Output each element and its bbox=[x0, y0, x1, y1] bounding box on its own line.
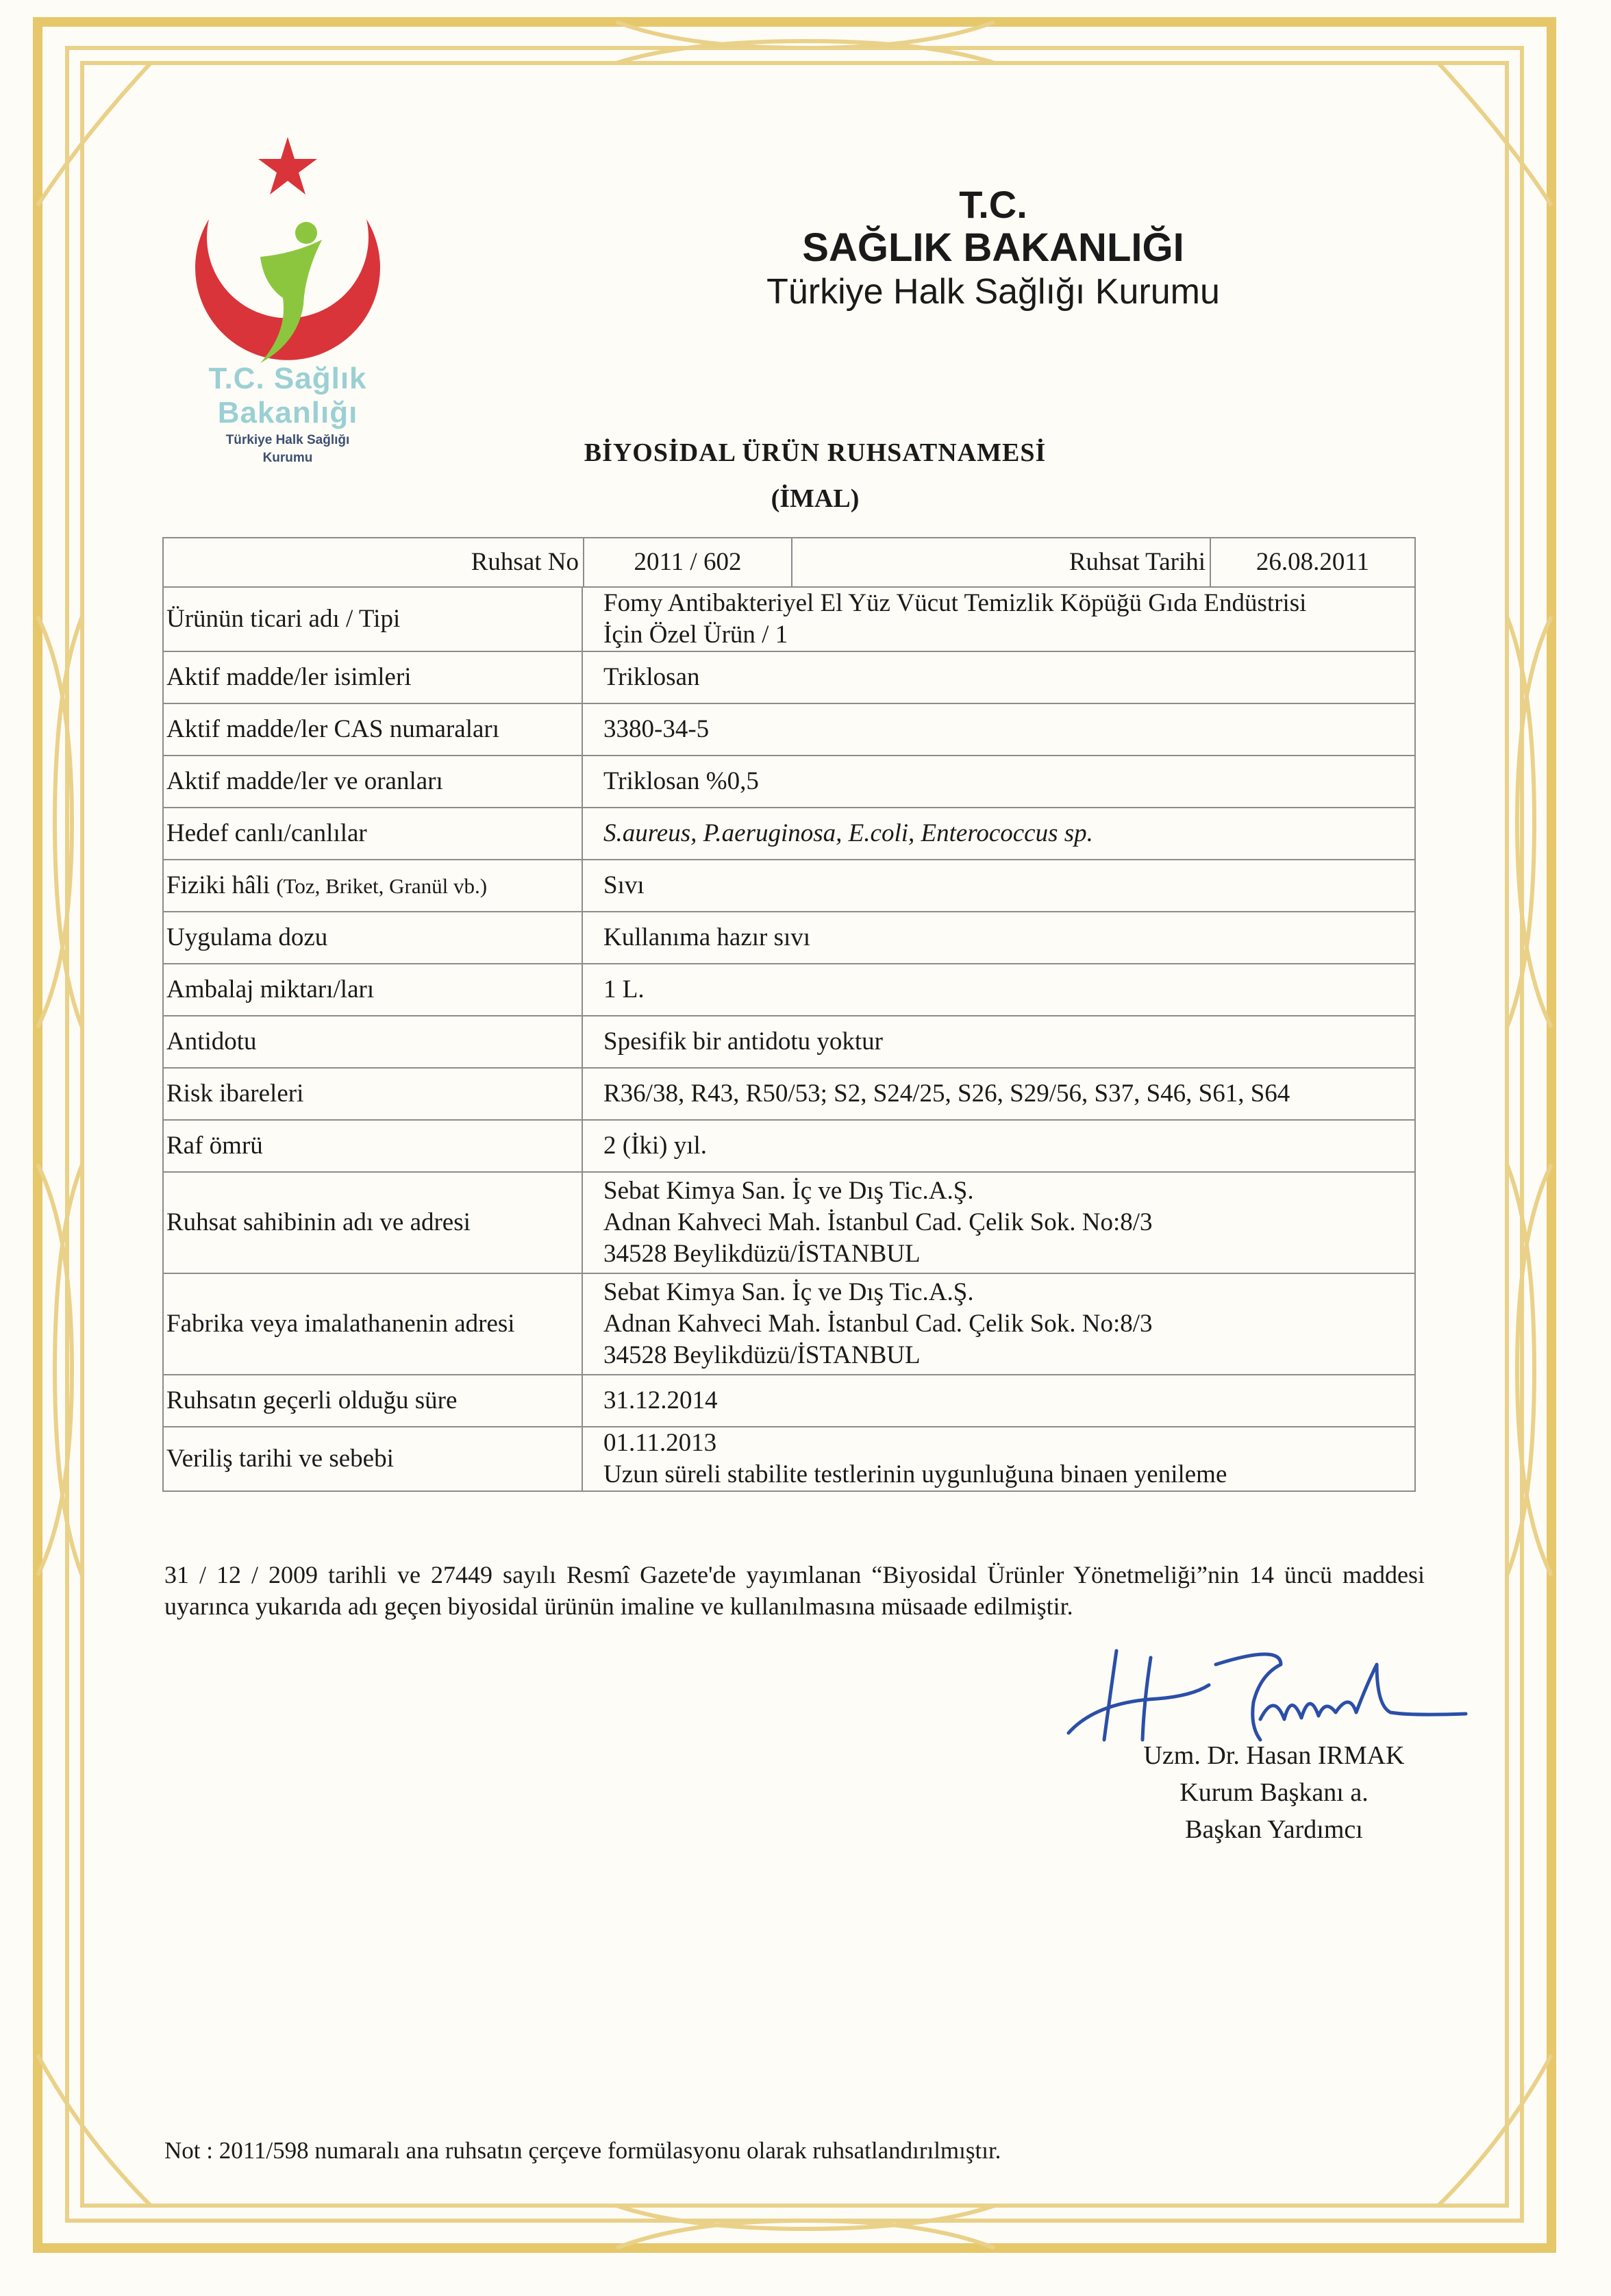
label-text: Risk ibareleri bbox=[166, 1080, 304, 1108]
detail-row-label bbox=[163, 964, 582, 1016]
label-text: Uygulama dozu bbox=[166, 923, 328, 951]
detail-row-label bbox=[163, 703, 582, 756]
detail-row-value bbox=[582, 1016, 1415, 1068]
signatory-title-2: Başkan Yardımcı bbox=[1185, 1815, 1363, 1844]
value-line: Adnan Kahveci Mah. İstanbul Cad. Çelik Sok. No:8/3 bbox=[603, 1208, 1153, 1236]
license-number-row bbox=[163, 538, 1415, 587]
detail-row-value bbox=[582, 1172, 1415, 1273]
label-text: Aktif madde/ler CAS numaraları bbox=[166, 715, 500, 743]
detail-row bbox=[163, 703, 1415, 756]
detail-row bbox=[163, 756, 1415, 808]
label-text: Ruhsat sahibinin adı ve adresi bbox=[166, 1208, 471, 1236]
value-line: 31.12.2014 bbox=[603, 1386, 718, 1414]
detail-row-label bbox=[163, 808, 582, 860]
letterhead-ministry: SAĞLIK BAKANLIĞI bbox=[802, 225, 1184, 270]
detail-row-label bbox=[163, 912, 582, 964]
value-line: Triklosan bbox=[603, 663, 700, 691]
value-line: Fomy Antibakteriyel El Yüz Vücut Temizlik Köpüğü Gıda Endüstrisi bbox=[603, 589, 1307, 617]
detail-row-label bbox=[163, 860, 582, 912]
label-text: Ruhsatın geçerli olduğu süre bbox=[166, 1386, 458, 1414]
detail-row-value bbox=[582, 587, 1415, 651]
detail-row-label bbox=[163, 1427, 582, 1491]
detail-row bbox=[163, 1172, 1415, 1273]
license-detail-rows bbox=[163, 587, 1415, 1491]
detail-row-label bbox=[163, 587, 582, 651]
detail-row bbox=[163, 1427, 1415, 1491]
value-line: 34528 Beylikdüzü/İSTANBUL bbox=[603, 1240, 921, 1268]
license-date-label: Ruhsat Tarihi bbox=[792, 538, 1210, 586]
letterhead-tc: T.C. bbox=[959, 183, 1027, 226]
label-text: Ambalaj miktarı/ları bbox=[166, 975, 375, 1003]
detail-row-value bbox=[582, 1120, 1415, 1172]
detail-row-value bbox=[582, 1273, 1415, 1375]
value-line: Triklosan %0,5 bbox=[603, 767, 759, 795]
detail-row bbox=[163, 1273, 1415, 1375]
detail-row-value bbox=[582, 964, 1415, 1016]
label-text: Hedef canlı/canlılar bbox=[166, 819, 367, 847]
value-line: 3380-34-5 bbox=[603, 715, 710, 743]
logo-sub-line-1: Türkiye Halk Sağlığı bbox=[225, 433, 350, 447]
value-line: S.aureus, P.aeruginosa, E.coli, Enterococcus sp. bbox=[603, 819, 1093, 847]
letterhead-institution: Türkiye Halk Sağlığı Kurumu bbox=[766, 272, 1220, 312]
detail-row-label bbox=[163, 1068, 582, 1120]
logo-caption bbox=[137, 362, 438, 466]
decree-paragraph: 31 / 12 / 2009 tarihli ve 27449 sayılı Resmî Gazete'de yayımlanan “Biyosidal Ürünler Yönetmeliği”nin 14 üncü maddesi uyarınca yukarıda adı geçen biyosidal ürünün imaline ve kullanılmasına müsaade edilmiştir. bbox=[164, 1561, 1425, 1620]
label-text: Aktif madde/ler ve oranları bbox=[166, 767, 443, 795]
detail-row-label bbox=[163, 756, 582, 808]
label-text: Veriliş tarihi ve sebebi bbox=[166, 1445, 394, 1473]
value-line: Sebat Kimya San. İç ve Dış Tic.A.Ş. bbox=[603, 1177, 974, 1205]
label-text: Aktif madde/ler isimleri bbox=[166, 663, 412, 691]
detail-row-value bbox=[582, 1375, 1415, 1427]
value-line: Uzun süreli stabilite testlerinin uygunluğuna binaen yenileme bbox=[603, 1460, 1227, 1488]
detail-row bbox=[163, 808, 1415, 860]
license-number-label: Ruhsat No bbox=[164, 538, 584, 586]
detail-row-label bbox=[163, 651, 582, 703]
detail-row-value bbox=[582, 1427, 1415, 1491]
letterhead bbox=[616, 184, 1370, 314]
value-line: Sebat Kimya San. İç ve Dış Tic.A.Ş. bbox=[603, 1278, 974, 1306]
label-text: Antidotu bbox=[166, 1027, 257, 1056]
detail-row bbox=[163, 587, 1415, 651]
detail-row-label bbox=[163, 1016, 582, 1068]
detail-row-value bbox=[582, 860, 1415, 912]
detail-row-value bbox=[582, 756, 1415, 808]
license-date-value: 26.08.2011 bbox=[1256, 548, 1370, 576]
value-line: 01.11.2013 bbox=[603, 1429, 717, 1457]
detail-row bbox=[163, 964, 1415, 1016]
logo-name: T.C. Sağlık Bakanlığı bbox=[208, 362, 367, 429]
detail-row bbox=[163, 1016, 1415, 1068]
detail-row-label bbox=[163, 1375, 582, 1427]
value-line: İçin Özel Ürün / 1 bbox=[603, 621, 788, 649]
detail-row-value bbox=[582, 651, 1415, 703]
label-text: Raf ömrü bbox=[166, 1132, 263, 1160]
detail-row-label bbox=[163, 1172, 582, 1273]
license-number-value: 2011 / 602 bbox=[584, 538, 792, 586]
value-line: Spesifik bir antidotu yoktur bbox=[603, 1027, 883, 1056]
value-line: R36/38, R43, R50/53; S2, S24/25, S26, S29/56, S37, S46, S61, S64 bbox=[603, 1080, 1290, 1108]
value-line: 1 L. bbox=[603, 975, 645, 1003]
value-line: 34528 Beylikdüzü/İSTANBUL bbox=[603, 1341, 921, 1369]
value-line: Sıvı bbox=[603, 871, 645, 899]
signatory-name: Uzm. Dr. Hasan IRMAK bbox=[1143, 1741, 1405, 1770]
signatory-block bbox=[1069, 1737, 1479, 1848]
document-subtitle: (İMAL) bbox=[771, 484, 860, 513]
detail-row-value bbox=[582, 1068, 1415, 1120]
detail-row-value bbox=[582, 703, 1415, 756]
detail-row-label bbox=[163, 1273, 582, 1375]
detail-row bbox=[163, 1120, 1415, 1172]
detail-row bbox=[163, 1375, 1415, 1427]
label-text: Fiziki hâli bbox=[166, 871, 277, 899]
detail-row-value bbox=[582, 808, 1415, 860]
label-text: Ürünün ticari adı / Tipi bbox=[166, 605, 401, 633]
detail-row bbox=[163, 651, 1415, 703]
footer-note: Not : 2011/598 numaralı ana ruhsatın çerçeve formülasyonu olarak ruhsatlandırılmıştır. bbox=[164, 2137, 1001, 2164]
value-line: 2 (İki) yıl. bbox=[603, 1132, 708, 1160]
detail-row bbox=[163, 1068, 1415, 1120]
label-suffix: (Toz, Briket, Granül vb.) bbox=[276, 873, 488, 898]
detail-row-value bbox=[582, 912, 1415, 964]
detail-row bbox=[163, 912, 1415, 964]
detail-row-label bbox=[163, 1120, 582, 1172]
value-line: Adnan Kahveci Mah. İstanbul Cad. Çelik Sok. No:8/3 bbox=[603, 1310, 1153, 1338]
signatory-title-1: Kurum Başkanı a. bbox=[1179, 1778, 1369, 1807]
license-details-table bbox=[162, 537, 1416, 1492]
document-title: BİYOSİDAL ÜRÜN RUHSATNAMESİ bbox=[584, 438, 1047, 467]
label-text: Fabrika veya imalathanenin adresi bbox=[166, 1310, 515, 1338]
detail-row bbox=[163, 860, 1415, 912]
value-line: Kullanıma hazır sıvı bbox=[603, 923, 811, 951]
logo-sub-line-2: Kurumu bbox=[262, 451, 313, 465]
